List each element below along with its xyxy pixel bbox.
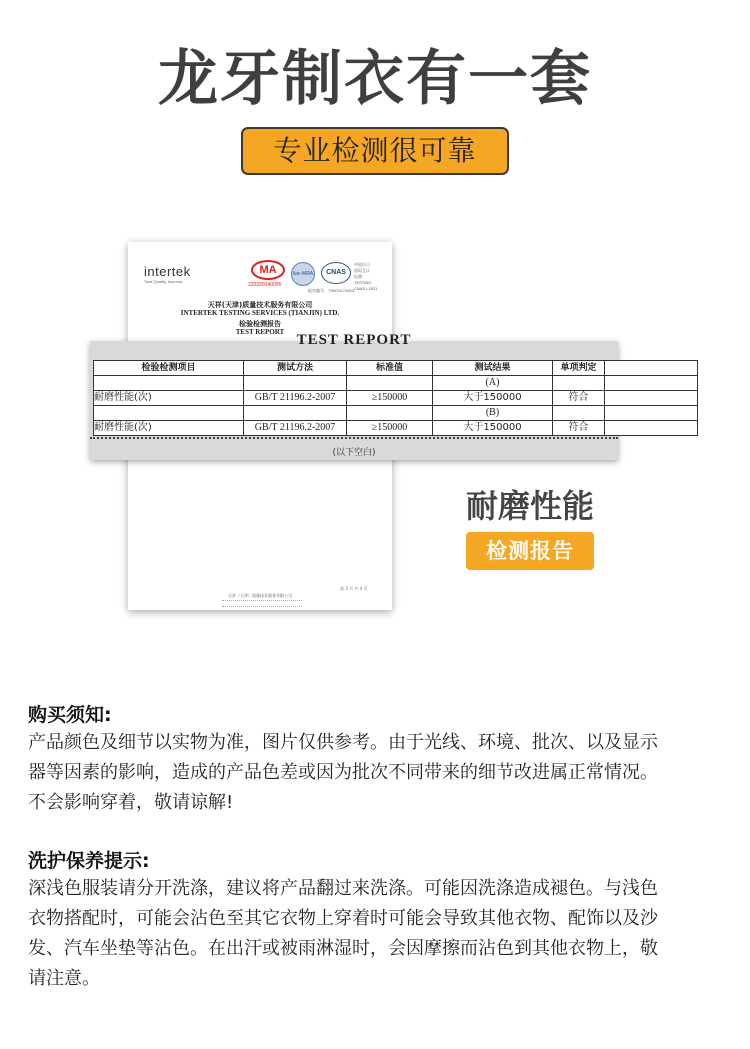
notice-line: 产品颜色及细节以实物为准，图片仅供参考。由于光线、环境、批次、以及显示 <box>28 732 658 753</box>
cnas-icon: CNAS <box>321 262 351 284</box>
table-cell: 大于150000 <box>433 391 553 406</box>
table-header-row <box>94 361 698 376</box>
table-cell-blank <box>605 391 698 406</box>
column-header: 标准值 <box>347 361 433 376</box>
cnas-info: 中国认可 国际互认 检测 TESTING CNAS L1921 <box>354 262 378 291</box>
care-line: 深浅色服装请分开洗涤，建议将产品翻过来洗涤。可能因洗涤造成褪色。与浅色 <box>28 878 658 899</box>
company-name-en: INTERTEK TESTING SERVICES (TIANJIN) LTD. <box>180 309 340 317</box>
footer-company: 天祥（天津）质量技术服务有限公司 <box>228 593 292 598</box>
table-row <box>94 391 698 406</box>
page-number: 第 3 页 共 4 页 <box>340 586 368 591</box>
intertek-logo: intertek <box>144 264 191 279</box>
side-badge: 检测报告 <box>466 532 594 570</box>
table-cell <box>94 376 244 391</box>
column-header: 单项判定 <box>553 361 605 376</box>
care-line: 衣物搭配时，可能会沾色至其它衣物上穿着时可能会导致其他衣物、配饰以及沙 <box>28 908 658 929</box>
ma-certification-icon: MA <box>251 260 285 280</box>
care-tips-title: 洗护保养提示: <box>28 850 150 872</box>
table-cell <box>553 376 605 391</box>
column-header: 检验检测项目 <box>94 361 244 376</box>
table-cell <box>553 406 605 421</box>
dotted-divider <box>90 437 618 439</box>
column-header: 测试结果 <box>433 361 553 376</box>
table-cell <box>244 406 347 421</box>
table-row <box>94 376 698 391</box>
zoom-heading: TEST REPORT <box>296 332 412 348</box>
report-title-cn: 检验检测报告 <box>239 320 281 328</box>
table-cell <box>94 406 244 421</box>
report-number: 报告编号：TSN70170453 <box>308 288 354 293</box>
purchase-notice-body <box>28 728 728 818</box>
table-cell <box>347 376 433 391</box>
table-cell-blank <box>605 376 698 391</box>
care-tips-body <box>28 874 728 994</box>
purchase-notice-title: 购买须知: <box>28 704 112 726</box>
table-cell: 大于150000 <box>433 421 553 436</box>
ilac-mra-icon: ilac-MRA <box>291 262 315 286</box>
ma-number: 220220340095 <box>248 282 282 288</box>
page-title: 龙牙制衣有一套 <box>158 44 592 114</box>
table-cell: 符合 <box>553 421 605 436</box>
company-name-cn: 天祥(天津)质量技术服务有限公司 <box>207 301 313 309</box>
subtitle-badge: 专业检测很可靠 <box>241 127 509 175</box>
table-cell <box>244 376 347 391</box>
care-line: 请注意。 <box>28 968 100 989</box>
notice-line: 不会影响穿着，敬请谅解! <box>28 792 234 813</box>
table-cell: GB/T 21196.2-2007 <box>244 421 347 436</box>
report-title-en: TEST REPORT <box>235 328 285 336</box>
table-cell-blank <box>605 406 698 421</box>
side-title: 耐磨性能 <box>465 487 594 525</box>
table-cell: ≥150000 <box>347 421 433 436</box>
column-header: 测试方法 <box>244 361 347 376</box>
table-cell: 耐磨性能(次) <box>94 391 244 406</box>
table-cell: (A) <box>433 376 553 391</box>
table-cell-blank <box>605 421 698 436</box>
table-cell <box>347 406 433 421</box>
blank-note: (以下空白) <box>332 448 376 458</box>
table-row <box>94 421 698 436</box>
table-cell: (B) <box>433 406 553 421</box>
column-header-blank <box>605 361 698 376</box>
table-cell: ≥150000 <box>347 391 433 406</box>
magnified-results-table <box>90 332 618 460</box>
notice-line: 器等因素的影响，造成的产品色差或因为批次不同带来的细节改进属正常情况。 <box>28 762 658 783</box>
table-cell: 耐磨性能(次) <box>94 421 244 436</box>
footer-divider <box>222 600 302 607</box>
table-cell: 符合 <box>553 391 605 406</box>
results-table <box>93 360 698 436</box>
logo-tagline: Total Quality. Assured. <box>144 279 184 284</box>
table-cell: GB/T 21196.2-2007 <box>244 391 347 406</box>
care-line: 发、汽车坐垫等沾色。在出汗或被雨淋湿时，会因摩擦而沾色到其他衣物上，敬 <box>28 938 658 959</box>
table-row <box>94 406 698 421</box>
